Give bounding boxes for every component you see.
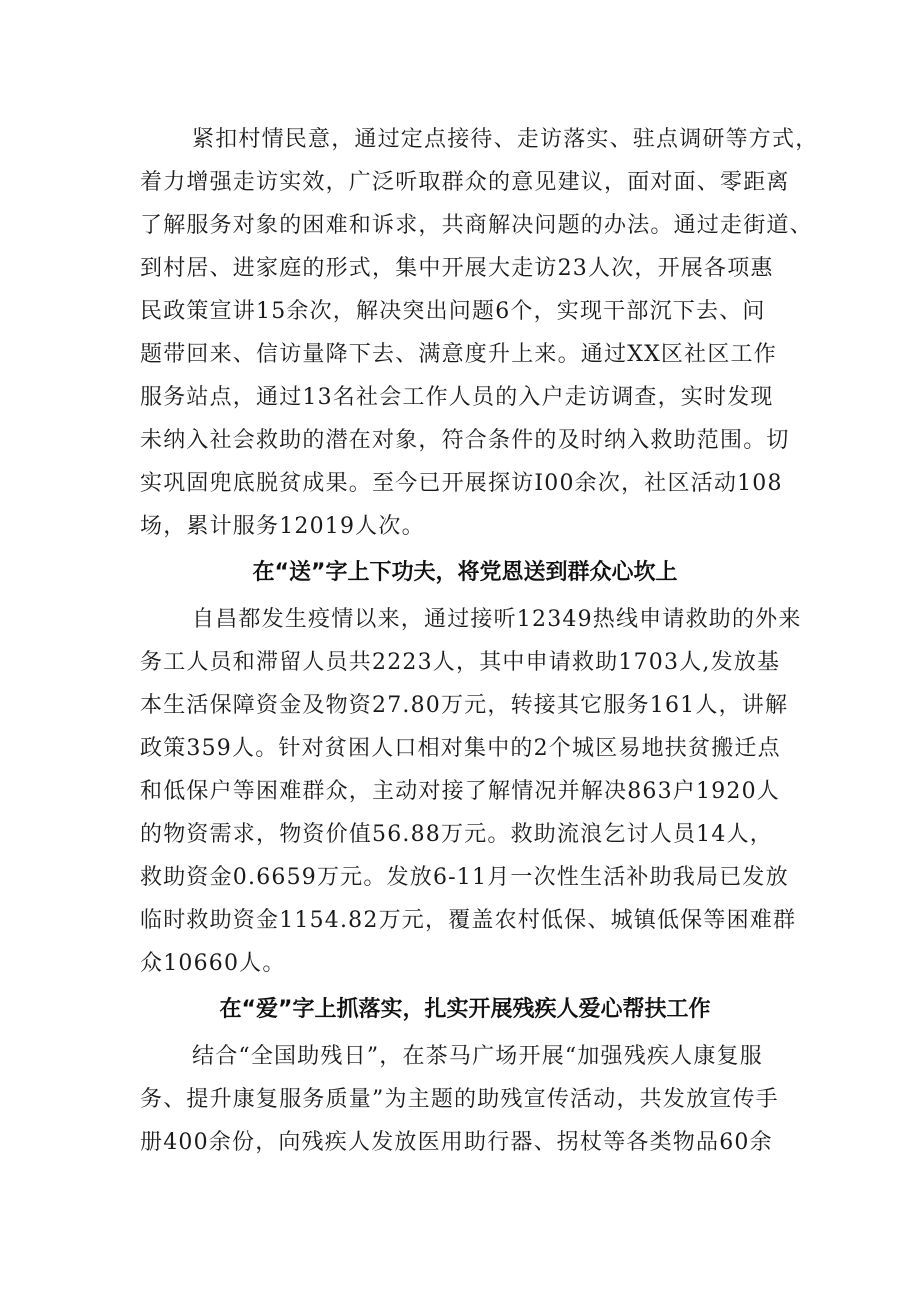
paragraph-line: 实巩固兜底脱贫成果。至今已开展探访I00余次，社区活动108 (140, 471, 783, 496)
paragraph-line: 自昌都发生疫情以来，通过接听12349热线申请救助的外来 (192, 607, 802, 632)
paragraph-line: 民政策宣讲15余次，解决突出问题6个，实现干部沉下去、问 (140, 299, 766, 324)
paragraph-line: 政策359人。针对贫困人口相对集中的2个城区易地扶贫搬迁点 (140, 736, 781, 761)
paragraph-line: 紧扣村情民意，通过定点接待、走访落实、驻点调研等方式， (192, 127, 819, 152)
paragraph-line: 场，累计服务12019人次。 (140, 514, 425, 539)
paragraph-line: 务工人员和滞留人员共2223人，其中申请救助1703人,发放基 (140, 650, 781, 675)
paragraph-line: 众10660人。 (140, 951, 286, 976)
paragraph-line: 的物资需求，物资价值56.88万元。救助流浪乞讨人员14人， (140, 822, 773, 847)
paragraph-line: 未纳入社会救助的潜在对象，符合条件的及时纳入救助范围。切 (140, 428, 790, 453)
paragraph-line: 结合“全国助残日”，在茶马广场开展“加强残疾人康复服 (192, 1044, 763, 1069)
paragraph-line: 题带回来、信访量降下去、满意度升上来。通过XX区社区工作 (140, 342, 777, 367)
paragraph-line: 本生活保障资金及物资27.80万元，转接其它服务161人，讲解 (140, 693, 789, 718)
paragraph-line: 着力增强走访实效，广泛听取群众的意见建议，面对面、零距离 (140, 170, 790, 195)
section-heading: 在“送”字上下功夫，将党恩送到群众心坎上 (252, 560, 678, 585)
paragraph-line: 临时救助资金1154.82万元，覆盖农村低保、城镇低保等困难群 (140, 908, 797, 933)
paragraph-line: 和低保户等困难群众，主动对接了解情况并解决863户1920人 (140, 779, 780, 804)
paragraph-line: 救助资金0.6659万元。发放6-11月一次性生活补助我局已发放 (140, 865, 789, 890)
paragraph-line: 服务站点，通过13名社会工作人员的入户走访调查，实时发现 (140, 385, 774, 410)
paragraph-line: 到村居、进家庭的形式，集中开展大走访23人次，开展各项惠 (140, 256, 774, 281)
section-heading: 在“爱”字上抓落实，扎实开展残疾人爱心帮扶工作 (219, 997, 711, 1022)
paragraph-line: 了解服务对象的困难和诉求，共商解决问题的办法。通过走街道、 (140, 213, 813, 238)
paragraph-line: 册400余份，向残疾人发放医用助行器、拐杖等各类物品60余 (140, 1130, 773, 1155)
paragraph-line: 务、提升康复服务质量”为主题的助残宣传活动，共发放宣传手 (140, 1087, 779, 1112)
